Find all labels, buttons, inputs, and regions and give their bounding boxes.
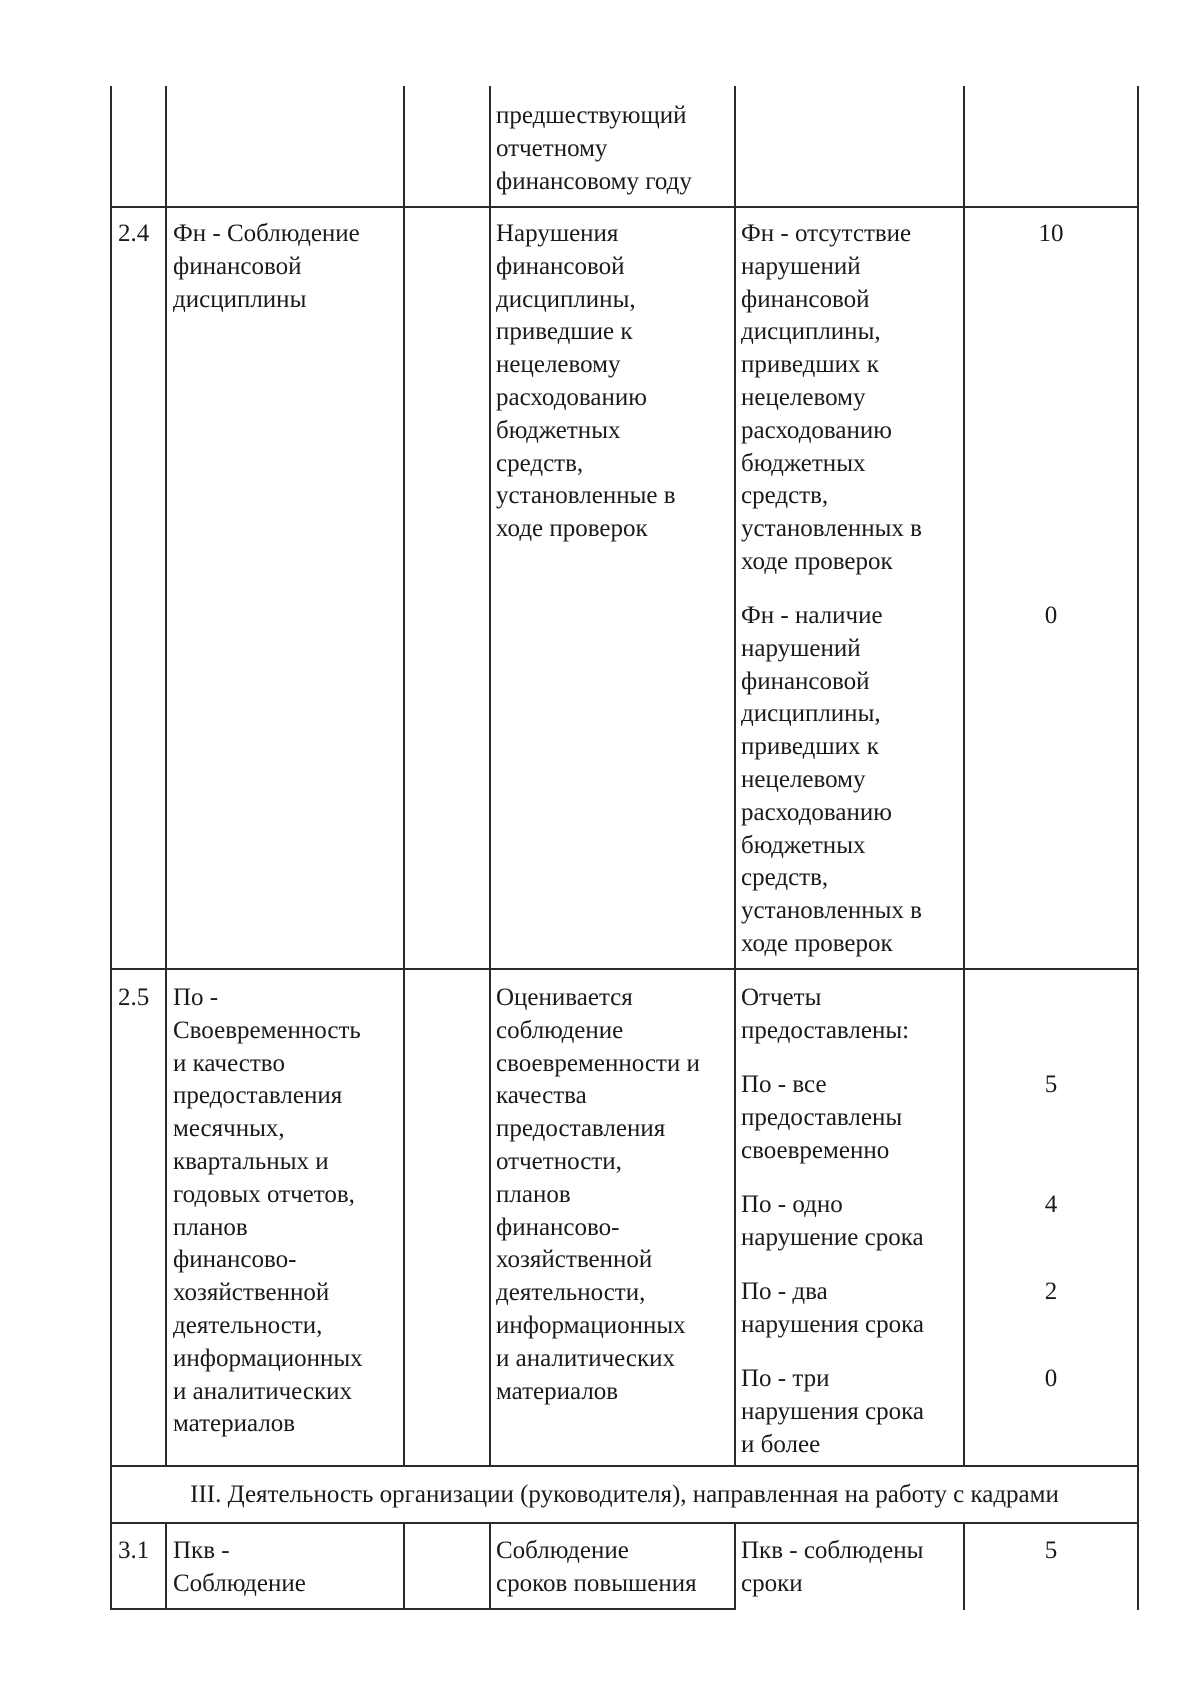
cell-points: 2 (1044, 1278, 1058, 1305)
cell-criteria-header: Отчеты предоставлены: (741, 984, 910, 1044)
table-border (489, 206, 491, 970)
cell-points: 5 (1044, 1071, 1058, 1098)
cell-points: 0 (1044, 602, 1058, 629)
cell-number: 2.5 (118, 984, 150, 1011)
cell-points: 4 (1044, 1191, 1058, 1218)
table-border (110, 968, 112, 1467)
cell-points: 5 (1044, 1537, 1058, 1564)
cell-criterion: По - одно нарушение срока (741, 1191, 924, 1251)
table-border (165, 968, 167, 1467)
table-border (110, 1608, 736, 1610)
cell-description: Оценивается соблюдение своевременности и качества предоставления отчетности, планов финансово- хозяйственной деятельности, информационных и аналитических материалов (496, 984, 700, 1405)
cell-criterion: Фн - отсутствие нарушений финансовой дисциплины, приведших к нецелевому расходованию бюджетных средств, установленных в ходе проверок (741, 220, 922, 575)
table-border (489, 86, 491, 208)
table-border (734, 1522, 736, 1610)
section-header: III. Деятельность организации (руководителя), направленная на работу с кадрами (190, 1481, 1059, 1508)
cell-criterion: По - все предоставлены своевременно (741, 1071, 903, 1164)
cell-indicator: По - Своевременность и качество предоставления месячных, квартальных и годовых отчетов, планов финансово- хозяйственной деятельности, информационных и аналитических материалов (173, 984, 363, 1438)
table-border (734, 206, 736, 970)
table-border (489, 1522, 491, 1610)
cell-criterion: Фн - наличие нарушений финансовой дисциплины, приведших к нецелевому расходованию бюджетных средств, установленных в ходе проверок (741, 602, 922, 957)
table-border (165, 86, 167, 208)
cell-number: 2.4 (118, 220, 150, 247)
cell-description: Нарушения финансовой дисциплины, приведшие к нецелевому расходованию бюджетных средств, установленные в ходе проверок (496, 220, 676, 543)
table-border (403, 206, 405, 970)
cell-indicator: Фн - Соблюдение финансовой дисциплины (173, 220, 360, 313)
cell-description: предшествующий отчетному финансовому году (496, 102, 692, 195)
table-border (110, 968, 1139, 970)
table-border (963, 1522, 965, 1610)
table-border (734, 968, 736, 1467)
cell-points: 10 (1038, 220, 1064, 247)
table-border (110, 206, 1139, 208)
table-border (403, 86, 405, 208)
table-border (403, 968, 405, 1467)
cell-criterion: По - два нарушения срока (741, 1278, 924, 1338)
table-border (734, 86, 736, 208)
cell-points: 0 (1044, 1365, 1058, 1392)
table-border (110, 86, 112, 208)
table-border (110, 1522, 112, 1610)
table-border (403, 1522, 405, 1610)
cell-description: Соблюдение сроков повышения (496, 1537, 697, 1597)
table-border (1137, 1465, 1139, 1524)
table-border (963, 206, 965, 970)
cell-number: 3.1 (118, 1537, 150, 1564)
table-border (963, 86, 965, 208)
table-border (1137, 968, 1139, 1467)
cell-indicator: Пкв - Соблюдение (173, 1537, 306, 1597)
table-border (1137, 206, 1139, 970)
table-border (1137, 1522, 1139, 1610)
table-border (110, 1465, 1139, 1467)
table-border (110, 206, 112, 970)
table-border (963, 968, 965, 1467)
cell-criterion: Пкв - соблюдены сроки (741, 1537, 924, 1597)
table-border (1137, 86, 1139, 208)
table-border (165, 206, 167, 970)
table-border (489, 968, 491, 1467)
cell-criterion: По - три нарушения срока и более (741, 1365, 924, 1458)
table-border (165, 1522, 167, 1610)
table-border (110, 1522, 1139, 1524)
